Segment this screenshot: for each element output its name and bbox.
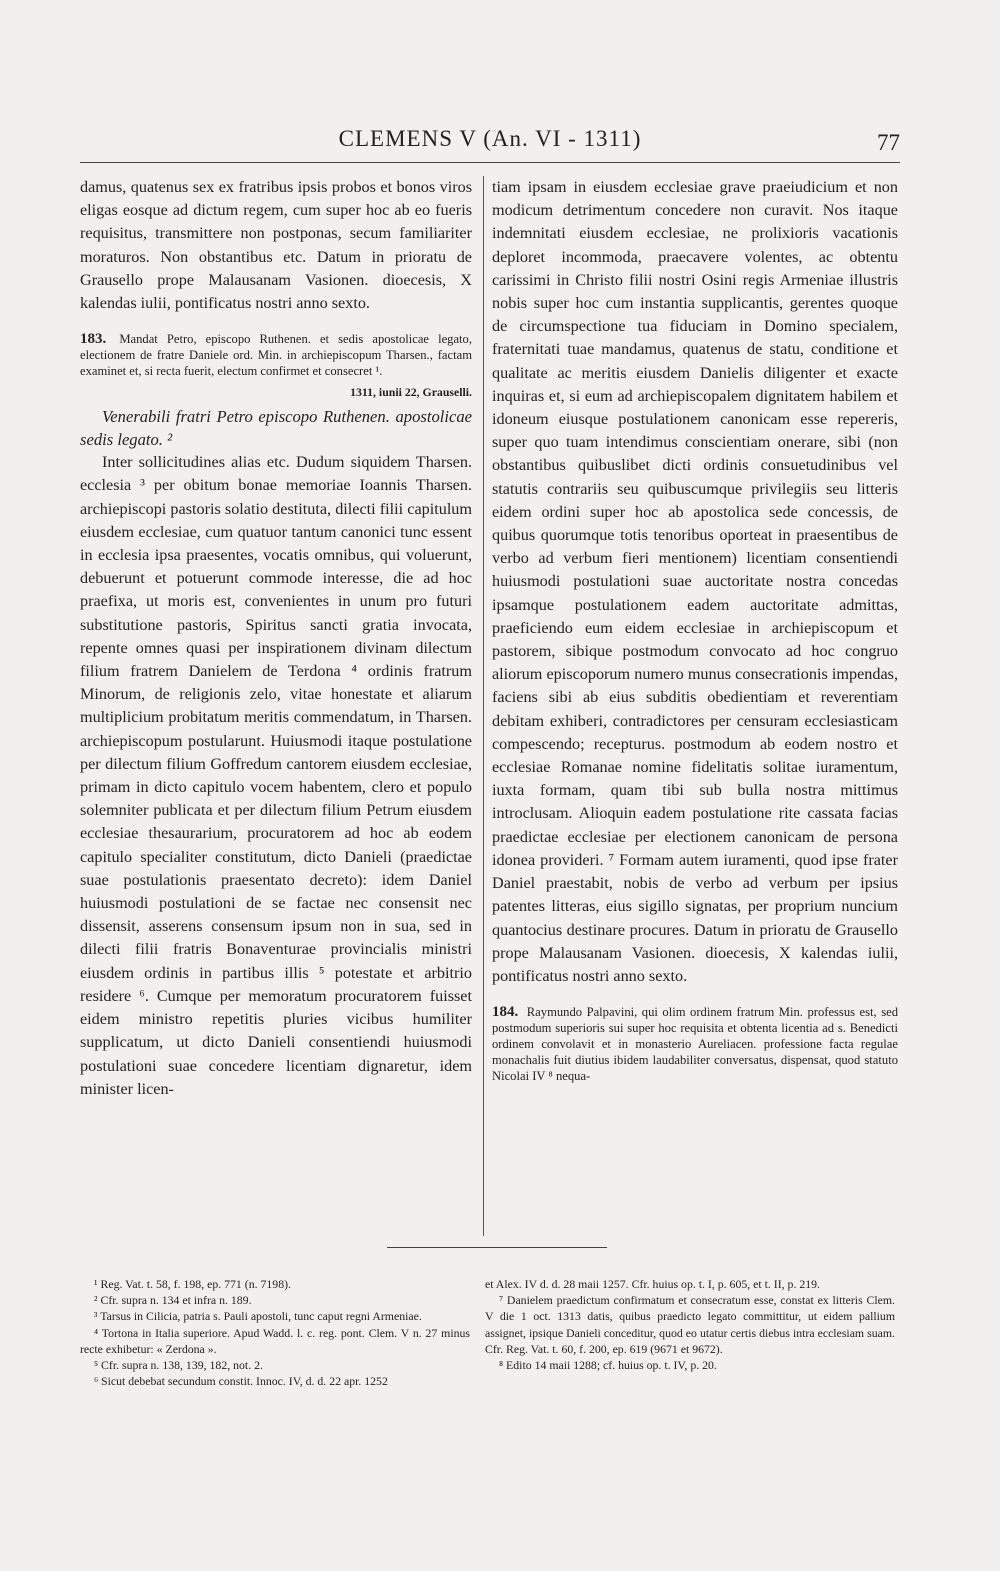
footnote-8: ⁸ Edito 14 maii 1288; cf. huius op. t. IV, p. 20. — [499, 1358, 717, 1373]
footnote-4: ⁴ Tortona in Italia superiore. Apud Wadd. l. c. reg. pont. Clem. V n. 27 minus recte exhibetur: « Zerdona ». — [80, 1325, 470, 1356]
footnote-6-continued: et Alex. IV d. d. 28 maii 1257. Cfr. huius op. t. I, p. 605, et t. II, p. 219. — [485, 1277, 820, 1291]
footnotes-left — [80, 1276, 470, 1389]
entry-184-heading — [492, 1004, 898, 1084]
footnote-2: ² Cfr. supra n. 134 et infra n. 189. — [94, 1293, 252, 1308]
footnote-rule — [387, 1247, 607, 1248]
entry-184-number: 184. — [492, 1004, 519, 1021]
entry-183-date: 1311, iunii 22, Grauselli. — [350, 385, 472, 400]
entry-183-summary: Mandat Petro, episcopo Ruthenen. et sedis apostolicae legato, electionem de fratre Daniele ord. Min. in archiepiscopum Tharsen., factam examinet et, si recta fuerit, electum confirmet et consecret ¹. — [80, 332, 473, 379]
right-column — [492, 176, 898, 1084]
footnote-1: ¹ Reg. Vat. t. 58, f. 198, ep. 771 (n. 7198). — [94, 1277, 291, 1291]
column-divider — [483, 176, 484, 1236]
footnote-6: ⁶ Sicut debebat secundum constit. Innoc. IV, d. d. 22 apr. 1252 — [94, 1374, 388, 1389]
page-number: 77 — [877, 130, 900, 155]
entry-184-summary: Raymundo Palpavini, qui olim ordinem fratrum Min. professus est, sed postmodum superioris sui super hoc requisita et obtenta licentia ad s. Benedicti ordinem convolavit et in monasterio Aureliacen. professione facta regulae monachalis fuit diutius ibidem laudabiliter conversatus, dispensat, quod statuto Nicolai IV ⁸ nequa- — [492, 1005, 898, 1084]
footnote-5: ⁵ Cfr. supra n. 138, 139, 182, not. 2. — [94, 1358, 263, 1373]
left-paragraph-1: damus, quatenus sex ex fratribus ipsis probos et bonos viros eligas eosque ad dictum regem, cum super hoc ab eo fueris requisitus, transmittere non postponas, secum familiariter moraturos. Non obstantibus etc. Datum in prioratu de Grausello prope Malausanam Vasionen. dioecesis, X kalendas iulii, pontificatus nostri anno sexto. — [80, 178, 472, 313]
left-column — [80, 176, 472, 1101]
entry-183-address: Venerabili fratri Petro episcopo Ruthenen. apostolicae sedis legato. ² — [80, 407, 472, 450]
footnote-3: ³ Tarsus in Cilicia, patria s. Pauli apostoli, tunc caput regni Armeniae. — [94, 1309, 422, 1324]
right-paragraph-1: tiam ipsam in eiusdem ecclesiae grave praeiudicium et non modicum detrimentum concedere non curavit. Nos itaque indemnitati eiusdem ecclesiae, ne prolixioris vacationis deploret incommoda, praecavere volentes, ac obtentu carissimi in Christo filii nostri Osini regis Armeniae illustris nobis super hoc cum instantia supplicantis, gerentes quoque de circumspectione tua fiduciam in Domino specialem, fraternitati tuae mandamus, quatenus de statu, conditione et qualitate ac meritis eiusdem Danielis diligenter et exacte inquiras et, si eum ad archiepiscopalem dignitatem habilem et idoneum eiusque postulationem canonicam esse repereris, super quo tuam intendimus conscientiam onerare, sibi (non obstantibus quibuslibet dicti ordinis consuetudinibus vel statutis contrariis seu quibuscumque privilegiis seu litteris eidem ordini super hoc ab apostolica sede concessis, de quibus quorumque totis tenoribus oporteat in praesentibus de verbo ad verbum fieri mentionem) licentiam consentiendi huiusmodi postulationi suae auctoritate nostra concedas ipsamque postulationem eadem auctoritate admittas, praeficiendo eum eidem ecclesiae in archiepiscopum et pastorem, sibique postmodum convocato ad hoc congruo aliorum episcoporum numero munus consecrationis impendas, faciens sibi ab eius subditis obedientiam et reverentiam debitam exhiberi, contradictores per censuram ecclesiasticam compescendo; recepturus. postmodum ab eodem nostro et ecclesiae Romanae nomine fidelitatis solitae iuramentum, iuxta formam, quam tibi sub bulla nostra mittimus introclusam. Alioquin eadem postulatione rite cassata facias praedictae ecclesiae per electionem canonicam de persona idonea provideri. ⁷ Formam autem iuramenti, quod ipse frater Daniel praestabit, nobis de verbo ad verbum per ipsius patentes litteras, eius sigillo signatas, per proprium nuncium quantocius destinare procures. Datum in prioratu de Grausello prope Malausanam Vasionen. dioecesis, X kalendas iulii, pontificatus nostri anno sexto. — [492, 178, 898, 985]
left-paragraph-2: Inter sollicitudines alias etc. Dudum siquidem Tharsen. ecclesia ³ per obitum bonae memoriae Ioannis Tharsen. archiepiscopi pastoris solatio destituta, dilecti filii capitulum eiusdem ecclesiae, cum quatuor tantum canonici tunc essent in ecclesia ipsa praesentes, vocatis omnibus, qui voluerunt, debuerunt et potuerunt commode interesse, die ad hoc praefixa, ut moris est, convenientes in unum pro futuri substitutione pastoris, Spiritus sancti gratia invocata, repente omnes quasi per inspirationem divinam dilectum filium fratrem Danielem de Terdona ⁴ ordinis fratrum Minorum, de religionis zelo, vitae honestate et aliarum multiplicium probitatum meritis commendatum, in Tharsen. archiepiscopum postularunt. Huiusmodi itaque postulatione per dilectum filium Goffredum cantorem eiusdem ecclesiae, primam in dicto capitulo vocem habentem, clero et populo solemniter publicata et per dilectum filium Petrum eiusdem ecclesiae thesaurarium, procuratorem ad hoc ab eodem capitulo specialiter constitutum, dicto Danieli (praedictae suae postulationis praesentato decreto): idem Daniel huiusmodi postulationi de se factae nec consensit nec dissensit, asserens consensum ipsum non in sua, sed in dilecti filii fratris Bonaventurae provincialis ministri eiusdem ordinis in partibus illis ⁵ potestate et arbitrio residere ⁶. Cumque per memoratum procuratorem fuisset eidem ministro repetitis pluries vicibus humiliter supplicatum, ut dicto Danieli consentiendi huiusmodi postulationi suae concedere licentiam dignaretur, idem minister licen- — [80, 453, 472, 1098]
entry-183-heading — [80, 331, 472, 379]
footnote-7: ⁷ Danielem praedictum confirmatum et consecratum esse, constat ex litteris Clem. V die 1 oct. 1313 datis, quibus praedicto legato committitur, ut eidem pallium assignet, ipsique Danieli conceditur, quod eo utatur certis diebus intra ecclesiam suam. Cfr. Reg. Vat. t. 60, f. 200, ep. 619 (9671 et 9672). — [485, 1293, 895, 1356]
page-header — [80, 126, 900, 160]
running-title: CLEMENS V (An. VI - 1311) — [338, 126, 642, 151]
entry-183-number: 183. — [80, 331, 107, 348]
header-rule — [80, 162, 900, 163]
footnotes-right — [485, 1276, 895, 1373]
